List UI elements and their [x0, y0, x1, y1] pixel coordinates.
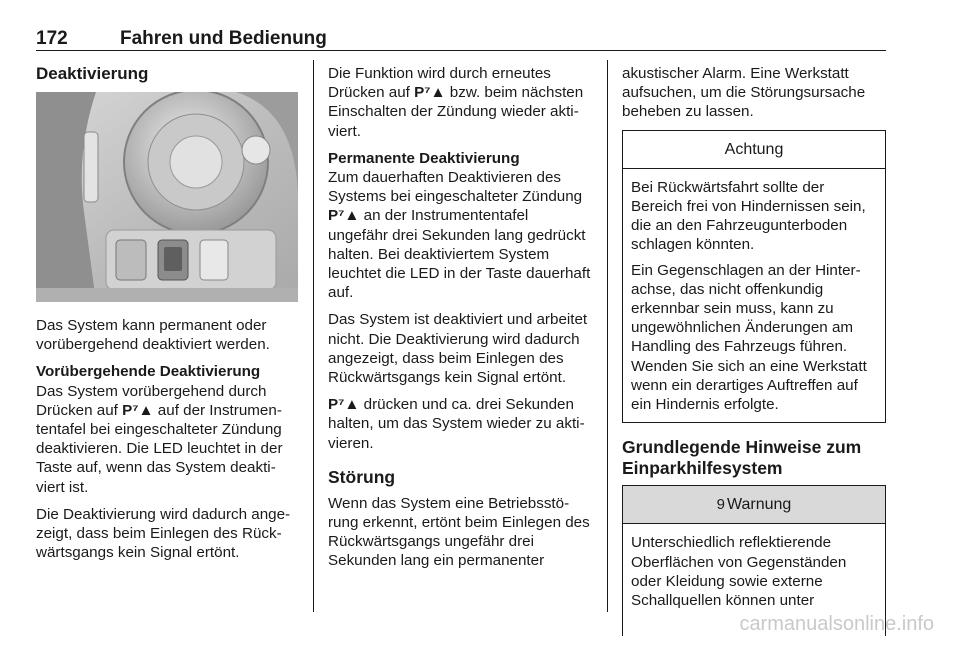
column-2: [328, 64, 592, 579]
caution-text: Ein Gegenschlagen an der Hinterachse, das nicht offenkundig erkennbar sein muss, kann zu ungewöhnlichen Änderungen am Handling des Fahrzeugs führen. Wenden Sie sich an eine Werkstatt wenn ein derartiges Auftreffen auf ein Hindernis erfolgte.: [631, 261, 867, 414]
paragraph: P⁷▲ drücken und ca. drei Sekunden halten, um das System wieder zu aktivieren.: [328, 396, 585, 452]
parking-sensor-icon: P⁷▲: [328, 396, 360, 414]
paragraph: Zum dauerhaften Deaktivieren des Systems bei eingeschalteter Zündung P⁷▲ an der Instrumententafel ungefähr drei Sekunden lang gedrückt halten. Bei deaktiviertem System leuchtet die LED in der Taste dauerhaft auf.: [328, 169, 591, 302]
paragraph: Die Deaktivierung wird dadurch angezeigt, dass beim Einlegen des Rückwärtsgangs kein Signal ertönt.: [36, 505, 291, 562]
column-1: [36, 64, 298, 570]
subheading-temporary: Vorübergehende Deaktivierung: [36, 363, 261, 381]
warning-text: Unterschiedlich reflektierende Oberflächen von Gegenständen oder Kleidung sowie externe Schallquellen können unter: [631, 534, 847, 610]
column-3: [622, 64, 886, 646]
caution-box-title: Achtung: [623, 131, 885, 169]
dashboard-switch-photo: [36, 92, 298, 302]
section-heading-stoerung: Störung: [328, 466, 396, 487]
header-divider: [36, 50, 886, 51]
page-header: [36, 28, 886, 50]
page-number: 172: [36, 28, 68, 49]
column-divider-1: [313, 60, 314, 612]
parking-sensor-icon: P⁷▲: [328, 207, 360, 225]
caution-box: [622, 130, 886, 424]
watermark: carmanualsonline.info: [739, 613, 934, 635]
paragraph: Das System ist deaktiviert und arbeitet nicht. Die Deaktivierung wird dadurch angezeigt, dass beim Einlegen des Rückwärtsgangs kein Signal ertönt.: [328, 311, 588, 387]
chapter-title: Fahren und Bedienung: [120, 28, 327, 49]
parking-sensor-icon: P⁷▲: [122, 401, 154, 419]
paragraph: akustischer Alarm. Eine Werkstatt aufsuchen, um die Störungsursache beheben zu lassen.: [622, 65, 866, 121]
parking-sensor-icon: P⁷▲: [414, 84, 446, 102]
subheading-permanent: Permanente Deaktivierung: [328, 149, 520, 167]
section-heading-einparkhilfe: Grundlegende Hinweise zum Einparkhilfesystem: [622, 437, 862, 479]
warning-box-title: 9 Warnung: [623, 486, 885, 524]
paragraph: Das System kann permanent oder vorübergehend deaktiviert werden.: [36, 317, 270, 354]
paragraph: Wenn das System eine Betriebsstörung erkennt, ertönt beim Einlegen des Rückwärtsgangs ungefähr drei Sekunden lang ein permanenter: [328, 494, 590, 570]
caution-text: Bei Rückwärtsfahrt sollte der Bereich frei von Hindernissen sein, die an den Fahrzeugunterboden schlagen könnten.: [631, 178, 866, 254]
paragraph: Die Funktion wird durch erneutes Drücken auf P⁷▲ bzw. beim nächsten Einschalten der Zündung wieder aktiviert.: [328, 65, 584, 140]
warning-triangle-icon: 9: [716, 496, 725, 514]
section-heading-deaktivierung: Deaktivierung: [36, 64, 149, 83]
column-divider-2: [607, 60, 608, 612]
paragraph: Das System vorübergehend durch Drücken auf P⁷▲ auf der Instrumententafel bei eingeschalteter Zündung deaktivieren. Die LED leuchtet in der Taste auf, wenn das System deaktiviert ist.: [36, 382, 283, 496]
